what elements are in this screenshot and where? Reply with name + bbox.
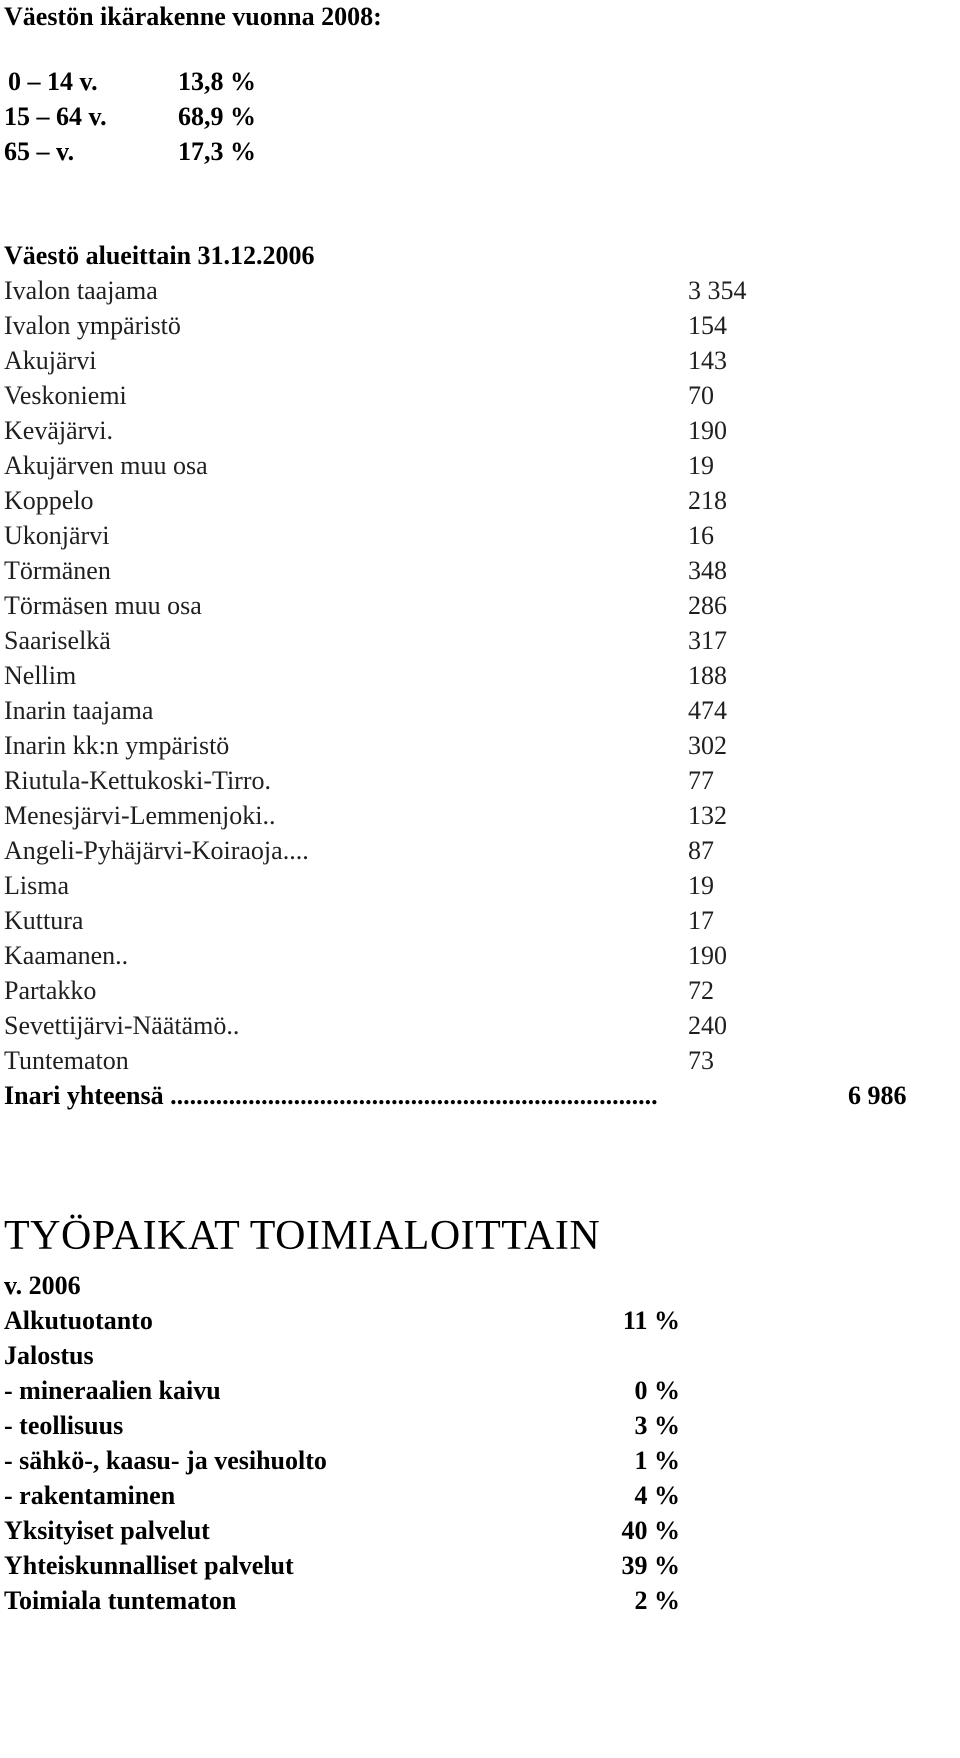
area-population: 16 bbox=[688, 521, 714, 550]
job-row bbox=[0, 1516, 960, 1550]
area-population: 19 bbox=[688, 451, 714, 480]
job-row bbox=[0, 1411, 960, 1445]
area-row bbox=[0, 381, 960, 415]
age-row bbox=[0, 137, 400, 171]
area-row bbox=[0, 1011, 960, 1045]
industry-name: - mineraalien kaivu bbox=[4, 1376, 221, 1405]
area-population: 132 bbox=[688, 801, 727, 830]
area-name: Akujärven muu osa bbox=[4, 451, 208, 480]
industry-name: - sähkö-, kaasu- ja vesihuolto bbox=[4, 1446, 327, 1475]
area-population: 87 bbox=[688, 836, 714, 865]
age-range-label: 0 – 14 v. bbox=[8, 67, 98, 96]
area-row bbox=[0, 871, 960, 905]
area-population: 70 bbox=[688, 381, 714, 410]
area-population: 19 bbox=[688, 871, 714, 900]
area-population: 154 bbox=[688, 311, 727, 340]
area-row bbox=[0, 486, 960, 520]
area-population: 317 bbox=[688, 626, 727, 655]
area-name: Veskoniemi bbox=[4, 381, 127, 410]
area-name: Kuttura bbox=[4, 906, 84, 935]
area-row bbox=[0, 906, 960, 940]
area-row bbox=[0, 416, 960, 450]
area-row bbox=[0, 591, 960, 625]
area-row bbox=[0, 836, 960, 870]
area-row bbox=[0, 731, 960, 765]
age-row bbox=[0, 67, 400, 101]
area-row bbox=[0, 976, 960, 1010]
area-population: 190 bbox=[688, 941, 727, 970]
area-name: Lisma bbox=[4, 871, 69, 900]
jobs-subtitle: v. 2006 bbox=[4, 1271, 81, 1300]
area-row bbox=[0, 556, 960, 590]
age-percentage: 17,3 % bbox=[178, 137, 256, 166]
total-row bbox=[0, 1081, 960, 1115]
jobs-table bbox=[0, 1306, 960, 1758]
area-row bbox=[0, 276, 960, 310]
area-row bbox=[0, 661, 960, 695]
area-row bbox=[0, 696, 960, 730]
age-structure-title: Väestön ikärakenne vuonna 2008: bbox=[4, 2, 382, 31]
industry-name: Yksityiset palvelut bbox=[4, 1516, 210, 1545]
age-range-label: 15 – 64 v. bbox=[4, 102, 107, 131]
area-name: Tuntematon bbox=[4, 1046, 129, 1075]
area-population: 17 bbox=[688, 906, 714, 935]
industry-share: 39 % bbox=[621, 1551, 680, 1580]
industry-share: 40 % bbox=[621, 1516, 680, 1545]
area-table bbox=[0, 276, 960, 1076]
area-row bbox=[0, 521, 960, 555]
area-population: 302 bbox=[688, 731, 727, 760]
total-label: Inari yhteensä ........................................................................... bbox=[4, 1081, 658, 1110]
industry-share: 11 % bbox=[622, 1306, 680, 1335]
industry-name: Toimiala tuntematon bbox=[4, 1586, 237, 1615]
area-population: 190 bbox=[688, 416, 727, 445]
area-row bbox=[0, 451, 960, 485]
industry-share: 0 % bbox=[634, 1376, 680, 1405]
area-population: 72 bbox=[688, 976, 714, 1005]
area-name: Inarin taajama bbox=[4, 696, 154, 725]
area-row bbox=[0, 941, 960, 975]
industry-name: Jalostus bbox=[4, 1341, 94, 1370]
area-name: Riutula-Kettukoski-Tirro. bbox=[4, 766, 271, 795]
area-row bbox=[0, 311, 960, 345]
area-name: Keväjärvi. bbox=[4, 416, 114, 445]
job-row bbox=[0, 1481, 960, 1515]
area-population: 286 bbox=[688, 591, 727, 620]
area-name: Törmänen bbox=[4, 556, 111, 585]
area-population: 143 bbox=[688, 346, 727, 375]
area-name: Törmäsen muu osa bbox=[4, 591, 202, 620]
area-row bbox=[0, 801, 960, 835]
area-row bbox=[0, 626, 960, 660]
area-name: Ivalon taajama bbox=[4, 276, 158, 305]
industry-share: 4 % bbox=[634, 1481, 680, 1510]
industry-share: 2 % bbox=[634, 1586, 680, 1615]
job-row bbox=[0, 1586, 960, 1620]
job-row bbox=[0, 1341, 960, 1375]
industry-share: 1 % bbox=[634, 1446, 680, 1475]
area-row bbox=[0, 346, 960, 380]
age-percentage: 68,9 % bbox=[178, 102, 256, 131]
area-name: Nellim bbox=[4, 661, 77, 690]
area-population: 188 bbox=[688, 661, 727, 690]
job-row bbox=[0, 1551, 960, 1585]
area-name: Kaamanen.. bbox=[4, 941, 129, 970]
area-name: Koppelo bbox=[4, 486, 94, 515]
area-population: 474 bbox=[688, 696, 727, 725]
industry-name: - teollisuus bbox=[4, 1411, 124, 1440]
industry-share: 3 % bbox=[634, 1411, 680, 1440]
area-row bbox=[0, 1046, 960, 1080]
area-population: 240 bbox=[688, 1011, 727, 1040]
population-by-area-title: Väestö alueittain 31.12.2006 bbox=[4, 241, 315, 270]
area-population: 77 bbox=[688, 766, 714, 795]
area-population: 73 bbox=[688, 1046, 714, 1075]
age-range-label: 65 – v. bbox=[4, 137, 75, 166]
area-name: Menesjärvi-Lemmenjoki.. bbox=[4, 801, 276, 830]
area-population: 3 354 bbox=[688, 276, 747, 305]
area-name: Inarin kk:n ympäristö bbox=[4, 731, 230, 760]
area-name: Saariselkä bbox=[4, 626, 111, 655]
age-row bbox=[0, 102, 400, 136]
area-name: Ukonjärvi bbox=[4, 521, 110, 550]
industry-name: Yhteiskunnalliset palvelut bbox=[4, 1551, 294, 1580]
area-name: Ivalon ympäristö bbox=[4, 311, 181, 340]
industry-name: Alkutuotanto bbox=[4, 1306, 153, 1335]
area-name: Akujärvi bbox=[4, 346, 97, 375]
area-name: Angeli-Pyhäjärvi-Koiraoja.... bbox=[4, 836, 309, 865]
total-value: 6 986 bbox=[848, 1081, 907, 1110]
area-row bbox=[0, 766, 960, 800]
area-population: 218 bbox=[688, 486, 727, 515]
jobs-heading: TYÖPAIKAT TOIMIALOITTAIN bbox=[4, 1213, 601, 1259]
job-row bbox=[0, 1306, 960, 1340]
area-name: Partakko bbox=[4, 976, 97, 1005]
area-population: 348 bbox=[688, 556, 727, 585]
industry-name: - rakentaminen bbox=[4, 1481, 176, 1510]
area-name: Sevettijärvi-Näätämö.. bbox=[4, 1011, 240, 1040]
job-row bbox=[0, 1376, 960, 1410]
job-row bbox=[0, 1446, 960, 1480]
age-percentage: 13,8 % bbox=[178, 67, 256, 96]
